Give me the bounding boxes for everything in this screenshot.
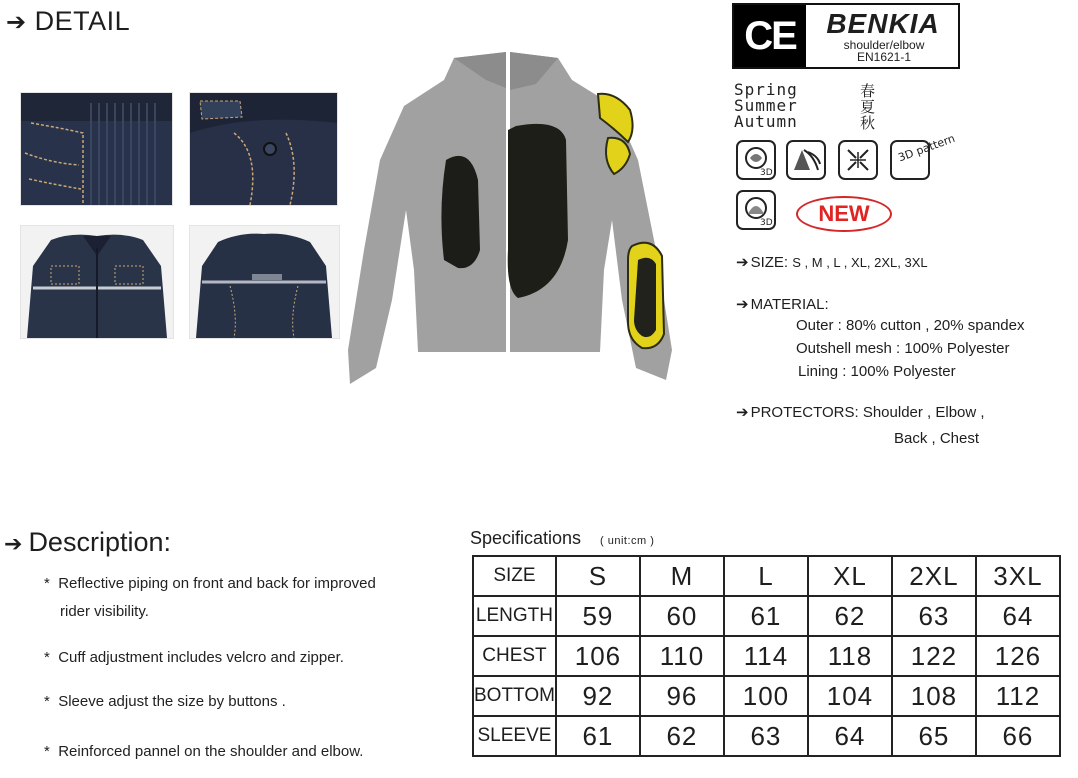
breathable-mesh-icon — [786, 140, 826, 180]
material-lining: Lining : 100% Polyester — [798, 363, 956, 380]
size-header: L — [724, 556, 808, 596]
size-label: SIZE: — [750, 254, 789, 271]
size-header-label: SIZE — [473, 556, 556, 596]
bullet-mark: * — [44, 693, 50, 710]
table-cell: 60 — [640, 596, 724, 636]
table-cell: 62 — [640, 716, 724, 756]
material-outshell: Outshell mesh : 100% Polyester — [796, 340, 1010, 357]
season-autumn: Autumn — [734, 112, 798, 131]
specifications-unit: ( unit:cm ) — [600, 535, 655, 547]
table-cell: 63 — [892, 596, 976, 636]
material-line — [736, 295, 829, 313]
season-autumn-cn: 秋 — [860, 114, 876, 132]
description-bullet — [44, 743, 363, 760]
arrow-icon: ➔ — [736, 253, 749, 271]
season-summer-cn: 夏 — [860, 98, 876, 116]
season-summer: Summer — [734, 96, 798, 115]
svg-text:3D: 3D — [760, 168, 773, 178]
material-outer: Outer : 80% cutton , 20% spandex — [796, 317, 1025, 334]
table-row — [473, 676, 1060, 716]
table-row — [473, 596, 1060, 636]
3d-pattern-icon — [890, 131, 957, 180]
description-bullet — [44, 693, 286, 710]
table-cell: 114 — [724, 636, 808, 676]
measurement-label: SLEEVE — [473, 716, 556, 756]
table-cell: 100 — [724, 676, 808, 716]
new-badge: NEW — [796, 196, 892, 232]
table-cell: 63 — [724, 716, 808, 756]
svg-text:3D: 3D — [760, 218, 773, 228]
table-row — [473, 716, 1060, 756]
shoulder-detail-photo — [189, 92, 338, 206]
table-cell: 61 — [724, 596, 808, 636]
table-cell: 108 — [892, 676, 976, 716]
collar-detail-photo — [20, 92, 173, 206]
bullet-text: Reflective piping on front and back for improved — [58, 575, 376, 592]
arrow-icon: ➔ — [736, 403, 749, 421]
protectors-line — [736, 403, 985, 421]
table-cell: 64 — [808, 716, 892, 756]
description-bullet-cont: rider visibility. — [60, 603, 149, 620]
table-cell: 118 — [808, 636, 892, 676]
table-cell: 104 — [808, 676, 892, 716]
3d-pattern-icon-text: 3D pattern — [896, 131, 957, 165]
table-cell: 92 — [556, 676, 640, 716]
table-row — [473, 636, 1060, 676]
table-cell: 112 — [976, 676, 1060, 716]
protectors-label: PROTECTORS: — [750, 404, 859, 421]
brand-certification-box — [732, 3, 960, 69]
description-bullet — [44, 575, 376, 592]
fit-icon — [736, 190, 776, 230]
size-header: XL — [808, 556, 892, 596]
measurement-label: BOTTOM — [473, 676, 556, 716]
brand-logo: BENKIA — [826, 8, 940, 39]
table-cell: 66 — [976, 716, 1060, 756]
detail-heading — [6, 6, 130, 37]
season-spring-cn: 春 — [860, 82, 876, 100]
size-header: M — [640, 556, 724, 596]
certification-text: shoulder/elbow — [843, 38, 925, 52]
table-cell: 64 — [976, 596, 1060, 636]
arrow-icon: ➔ — [4, 532, 23, 557]
table-cell: 62 — [808, 596, 892, 636]
table-cell: 106 — [556, 636, 640, 676]
size-header: 2XL — [892, 556, 976, 596]
season-spring: Spring — [734, 80, 798, 99]
arrow-icon: ➔ — [736, 295, 749, 313]
table-cell: 59 — [556, 596, 640, 636]
table-cell: 110 — [640, 636, 724, 676]
ventilation-icon — [736, 140, 776, 180]
table-header-row — [473, 556, 1060, 596]
bullet-text: Reinforced pannel on the shoulder and elbow. — [58, 743, 364, 760]
material-label: MATERIAL: — [750, 296, 829, 313]
size-values: S , M , L , XL, 2XL, 3XL — [792, 255, 928, 270]
bullet-text: Sleeve adjust the size by buttons . — [58, 693, 286, 710]
protectors-list-cont: Back , Chest — [894, 430, 980, 447]
certification-standard: EN1621-1 — [856, 50, 912, 64]
ce-mark: CE — [734, 5, 806, 67]
bullet-text: Cuff adjustment includes velcro and zipper. — [58, 649, 344, 666]
description-heading — [4, 527, 171, 558]
back-view-photo — [189, 225, 340, 339]
table-cell: 122 — [892, 636, 976, 676]
size-header: S — [556, 556, 640, 596]
bullet-mark: * — [44, 575, 50, 592]
measurement-label: LENGTH — [473, 596, 556, 636]
bullet-mark: * — [44, 649, 50, 666]
front-view-photo — [20, 225, 174, 339]
size-chart-table — [472, 555, 1061, 757]
table-cell: 61 — [556, 716, 640, 756]
size-line — [736, 253, 928, 271]
airflow-icon — [838, 140, 878, 180]
table-cell: 126 — [976, 636, 1060, 676]
arrow-icon: ➔ — [6, 8, 27, 36]
table-cell: 65 — [892, 716, 976, 756]
protectors-list: Shoulder , Elbow , — [862, 404, 985, 421]
specifications-title: Specifications — [470, 528, 582, 548]
jacket-protector-illustration — [346, 50, 682, 390]
bullet-mark: * — [44, 743, 50, 760]
measurement-label: CHEST — [473, 636, 556, 676]
description-heading-text: Description: — [28, 527, 171, 557]
detail-heading-text: DETAIL — [34, 6, 131, 36]
table-cell: 96 — [640, 676, 724, 716]
description-bullet — [44, 649, 344, 666]
size-header: 3XL — [976, 556, 1060, 596]
